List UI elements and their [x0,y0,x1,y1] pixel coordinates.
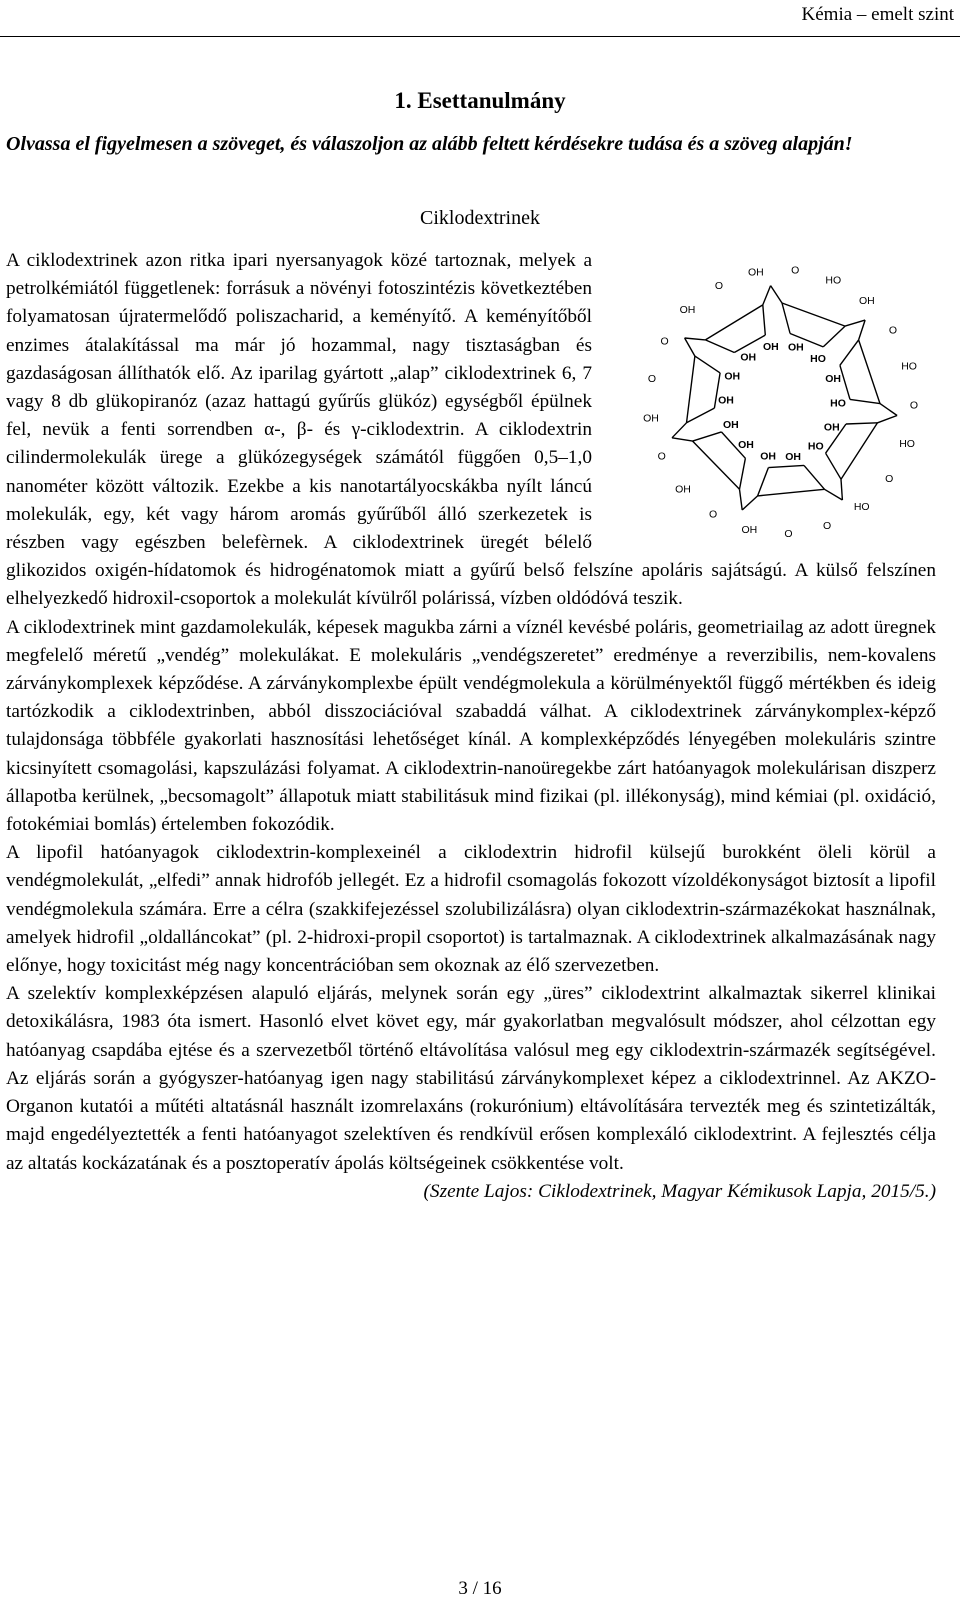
atom-label: HO [901,360,917,373]
cyclodextrin-structure-figure [614,251,936,551]
glycosidic-bond [859,320,866,340]
atom-label: O [888,324,897,337]
paragraph-4: A szelektív komplexképzésen alapuló eljárás, melynek során egy „üres” ciklodextrint alkalmaztak sikerrel klinikai detoxikálásra, 1983 óta ismert. Hasonló elvet követ egy, már gyakorlatban megvalósult módszer, ahol célzottan egy hatóanyag csapdába ejtése és a szervezetből történő eltávolítása valósul meg egy ciklodextrin-származék segítségével. Az eljárás során a gyógyszer-hatóanyag igen nagy stabilitású zárványkomplexet képez a ciklodextrinnel. Az AKZO-Organon kutatói a műtéti altatásnál használt izomrelaxáns (rokurónium) eltávolítására tervezték meg és szintetizálták, majd engedélyeztették a fenti hatóanyagot szelektíven és rendkívül erősen komplexáló ciklodextrint. A fejlesztés célja az altatás kockázatának és a posztoperatív ápolás költségeinek csökkentése volt. [6,983,936,1174]
glycosidic-bond [763,286,771,305]
atom-label: OH [741,523,758,536]
ring-bond [695,356,720,373]
ring-bond [763,305,766,335]
atom-label: HO [825,274,842,287]
instruction-text: Olvassa el figyelmesen a szöveget, és válaszoljon az alább feltett kérdésekre tudása és a szöveg alapján! [6,133,853,155]
atom-label: O [791,264,800,277]
atom-label: O [714,280,723,293]
glycosidic-bond [841,479,842,500]
ring-bond [846,423,878,424]
header-divider [0,36,960,37]
page-number: 3 / 16 [458,1578,502,1599]
atom-label: OH [724,370,741,383]
atom-label: OH [788,341,804,354]
atom-label: HO [807,440,824,453]
atom-label: HO [810,353,826,366]
atom-label: OH [823,421,840,434]
ring-bond [768,465,804,467]
paragraph-3: A lipofil hatóanyagok ciklodextrin-komplexeinél a ciklodextrin hidrofil külsejű burokként öleli körül a vendégmolekulát, „elfedi” annak hidrofób jellegét. Ez a hidrofil csomagolás fokozott vízoldékonyságot biztosít a lipofil vendégmolekula számára. Erre a célra (szakkifejezéssel szolubilizálásra) olyan ciklodextrin-származékokat használnak, amelyek hidrofil „oldalláncokat” (pl. 2-hidroxi-propil csoportot) is tartalmaznak. A ciklodextrinek alkalmazásának nagy előnye, hogy toxicitást még nagy koncentrációban sem okoznak az élő szervezetben. [6,842,936,977]
glycosidic-bond [825,489,843,500]
ring-bond [850,399,880,403]
glycosidic-bond [771,286,782,303]
ring-bond [705,305,762,340]
atom-label: HO [830,397,846,410]
ring-bond [782,303,845,326]
ring-bond [687,408,715,423]
article-body [6,247,936,1206]
ring-bond [840,365,850,399]
ring-bond [782,303,790,334]
article-title: Ciklodextrinek [420,207,540,229]
ring-bond [758,489,825,496]
ring-bond [740,458,746,489]
atom-label: OH [723,419,739,431]
atom-label: OH [763,341,779,354]
atom-label: OH [785,450,801,463]
atom-label: O [909,399,919,412]
paragraph-2: A ciklodextrinek mint gazdamolekulák, képesek magukba zárni a víznél kevésbé poláris, geometriailag az adott üregnek megfelelő méretű „vendég” molekulákat. E molekuláris „vendégszeretet” eredménye a reverzibilis, nem-kovalens zárványkomplexek képződése. A zárványkomplexbe épült vendégmolekula a körülményektől függő mértékben és ideig tartózkodik a ciklodextrinben, abból disszociációval szabaddá válhat. A ciklodextrinek zárványkomplex-képző tulajdonsága többféle gyakorlati hasznosítási lehetőséget kínál. A komplexképződés lényegében molekuláris szintre kicsinyített csomagolási, kapszulázási folyamat. A ciklodextrin-nanoüregekbe zárt hatóanyagok molekulárisan diszperz állapotba kerülnek, „becsomagolt” állapotuk miatt stabilitásuk mind fizikai (pl. illékonyság), mind kémiai (pl. oxidáció, fotokémiai bomlás) értelemben fokozódik. [6,616,936,836]
atom-label: O [647,373,657,385]
atom-label: OH [738,438,754,451]
ring-bond [826,453,841,479]
section-title: 1. Esettanulmány [394,88,566,113]
ring-bond [859,340,880,404]
glycosidic-bond [740,489,743,510]
ring-bond [687,356,695,423]
glycosidic-bond [845,320,865,326]
ring-bond [693,441,740,489]
glycosidic-bond [742,496,757,510]
ring-bond [823,326,845,347]
glycosidic-bond [672,423,687,438]
glycosidic-bond [672,438,693,441]
atom-label: O [823,520,832,533]
atom-label: OH [675,483,691,496]
atom-label: O [660,335,669,348]
atom-label: OH [748,266,764,279]
page-header: Kémia – emelt szint [801,4,954,25]
atom-label: HO [899,438,915,451]
glycosidic-bond [685,338,706,340]
ring-bond [693,432,722,441]
atom-label: OH [643,412,659,425]
ring-bond [705,340,734,353]
ring-bond [758,468,769,496]
ring-bond [804,465,825,489]
glycosidic-bond [685,338,695,356]
atom-label: OH [825,373,841,385]
ring-bond [841,423,878,479]
atom-label: O [784,527,793,540]
atom-label: OH [760,450,776,463]
atom-label: OH [859,294,875,307]
atom-label: O [709,508,718,521]
citation: (Szente Lajos: Ciklodextrinek, Magyar Kémikusok Lapja, 2015/5.) [423,1180,936,1202]
atom-label: HO [853,501,870,514]
ring-bond [840,340,859,365]
paragraph-1: A ciklodextrinek azon ritka ipari nyersanyagok közé tartoznak, melyek a petrolkémiától függetlenek: forrásuk a növényi fotoszintézis következtében folyamatosan újratermelődő poliszacharid, a keményítő. A keményítőből enzimes átalakítással ma már jó hozammal, nagy tisztaságban és gazdaságosan állíthatók elő. Az iparilag gyártott „alap” ciklodextrinek 6, 7 vagy 8 db glükopiranóz (azaz hattagú gyűrűs glükóz) egységből épülnek fel, nevük a fenti sorrendben α-, β- és γ-ciklodextrin. A ciklodextrin cilindermolekulák ürege a glükózegységek számától függően 0,5–1,0 nanométer között változik. Ezekbe a kis nanotartályocskákba nyílt láncú molekulák, egy, két vagy három aromás gyűrűből álló szerkezetek is részben vagy egészben belefèrnek. A ciklodextrinek üregét bélelő glikozidos oxigén-hídatomok és hidrogénatomok miatt a gyűrű belső felszíne apoláris sajátságú. A külső felszínen elhelyezkedő hidroxil-csoportok a molekulát kívülről polárissá, vízben oldódóvá teszik. [6,250,936,610]
glycosidic-bond [880,404,897,416]
ring-bond [734,335,765,352]
atom-label: O [657,450,666,463]
glycosidic-bond [878,416,898,423]
atom-label: OH [679,303,696,316]
cyclodextrin-structure-diagram [614,251,936,551]
atom-label: OH [718,394,734,407]
atom-label: O [885,473,894,486]
atom-label: OH [740,351,757,364]
